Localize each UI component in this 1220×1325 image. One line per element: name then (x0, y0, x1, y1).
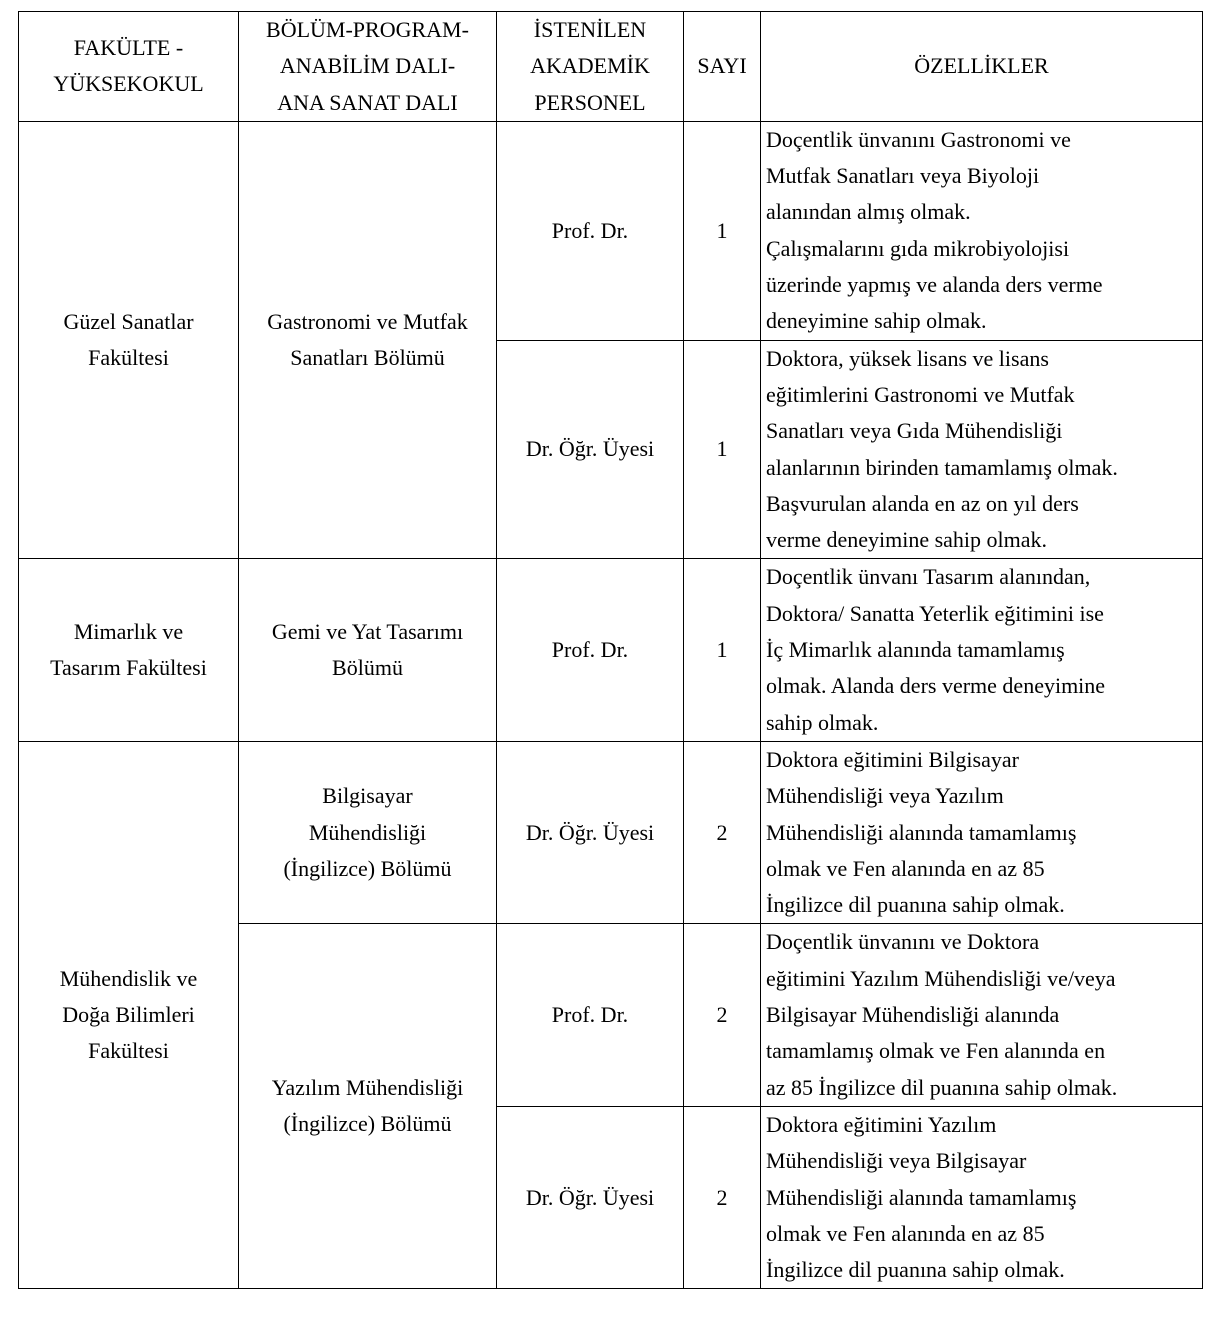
text-line: Doktora eğitimini Bilgisayar (766, 746, 1019, 772)
text-line: İSTENİLEN (533, 17, 647, 42)
text-line: Mühendisliği alanında tamamlamış (766, 1184, 1077, 1210)
text-line: Sanatları Bölümü (290, 345, 445, 371)
text-line: Mühendisliği alanında tamamlamış (766, 819, 1077, 845)
text-line: Doktora/ Sanatta Yeterlik eğitimini ise (766, 600, 1104, 626)
specs-cell (761, 340, 1203, 559)
text-line: Doçentlik ünvanı Tasarım alanından, (766, 564, 1091, 590)
text-line: Gemi ve Yat Tasarımı (271, 618, 464, 644)
text-line: İngilizce dil puanına sahip olmak. (766, 1257, 1065, 1283)
text-line: Bölümü (332, 655, 403, 681)
header-department (239, 12, 497, 122)
department-cell (239, 559, 497, 741)
specs-cell (761, 924, 1203, 1106)
text-line: tamamlamış olmak ve Fen alanında en (766, 1038, 1106, 1064)
header-position (497, 12, 684, 122)
text-line: ÖZELLİKLER (914, 53, 1049, 79)
text-line: ANA SANAT DALI (277, 89, 458, 115)
table-row (19, 741, 1203, 923)
header-count (684, 12, 761, 122)
text-line: az 85 İngilizce dil puanına sahip olmak. (766, 1074, 1118, 1100)
position-cell: Dr. Öğr. Üyesi (497, 1106, 684, 1288)
text-line: Tasarım Fakültesi (50, 655, 207, 681)
text-line: Doçentlik ünvanını ve Doktora (766, 929, 1040, 955)
position-cell: Prof. Dr. (497, 924, 684, 1106)
position-cell: Prof. Dr. (497, 559, 684, 741)
text-line: olmak ve Fen alanında en az 85 (766, 855, 1045, 881)
faculty-cell (19, 741, 239, 1288)
text-line: BÖLÜM-PROGRAM- (266, 17, 469, 42)
text-line: Çalışmalarını gıda mikrobiyolojisi (766, 235, 1070, 261)
text-line: Mühendislik ve (59, 965, 198, 991)
text-line: Bilgisayar Mühendisliği alanında (766, 1002, 1060, 1028)
specs-cell (761, 559, 1203, 741)
department-cell (239, 924, 497, 1289)
text-line: Mühendisliği (308, 819, 427, 845)
count-cell: 1 (684, 559, 761, 741)
text-line: AKADEMİK (530, 53, 650, 79)
text-line: (İngilizce) Bölümü (283, 1111, 452, 1137)
count-cell: 2 (684, 1106, 761, 1288)
header-row (19, 12, 1203, 122)
text-line: Fakültesi (88, 1038, 169, 1064)
count-cell: 2 (684, 924, 761, 1106)
text-line: Bilgisayar (322, 783, 413, 809)
table-row (19, 559, 1203, 741)
text-line: Güzel Sanatlar (63, 308, 194, 334)
header-faculty (19, 12, 239, 122)
position-cell: Dr. Öğr. Üyesi (497, 741, 684, 923)
specs-cell (761, 741, 1203, 923)
specs-cell (761, 1106, 1203, 1288)
text-line: Mühendisliği veya Yazılım (766, 783, 1004, 809)
text-line: alanlarının birinden tamamlamış olmak. (766, 454, 1118, 480)
text-line: Gastronomi ve Mutfak (267, 308, 468, 334)
text-line: Mühendisliği veya Bilgisayar (766, 1148, 1027, 1174)
text-line: Başvurulan alanda en az on yıl ders (766, 490, 1079, 516)
text-line: eğitimini Yazılım Mühendisliği ve/veya (766, 965, 1116, 991)
text-line: PERSONEL (534, 89, 646, 115)
department-cell (239, 741, 497, 923)
text-line: (İngilizce) Bölümü (283, 855, 452, 881)
text-line: Doçentlik ünvanını Gastronomi ve (766, 126, 1071, 152)
position-cell: Dr. Öğr. Üyesi (497, 340, 684, 559)
academic-staff-table (18, 11, 1203, 1289)
count-cell: 1 (684, 340, 761, 559)
text-line: SAYI (697, 53, 747, 79)
text-line: deneyimine sahip olmak. (766, 308, 987, 334)
text-line: Mimarlık ve (73, 618, 184, 644)
count-cell: 2 (684, 741, 761, 923)
text-line: Sanatları veya Gıda Mühendisliği (766, 418, 1063, 444)
header-specs (761, 12, 1203, 122)
faculty-cell (19, 121, 239, 559)
text-line: sahip olmak. (766, 709, 879, 735)
faculty-cell (19, 559, 239, 741)
text-line: alanından almış olmak. (766, 199, 971, 225)
text-line: İç Mimarlık alanında tamamlamış (766, 637, 1065, 663)
text-line: Fakültesi (88, 345, 169, 371)
text-line: üzerinde yapmış ve alanda ders verme (766, 272, 1103, 298)
table-row (19, 121, 1203, 340)
position-cell: Prof. Dr. (497, 121, 684, 340)
text-line: YÜKSEKOKUL (53, 71, 204, 97)
text-line: Yazılım Mühendisliği (271, 1075, 464, 1101)
text-line: olmak. Alanda ders verme deneyimine (766, 673, 1106, 699)
text-line: eğitimlerini Gastronomi ve Mutfak (766, 381, 1075, 407)
count-cell: 1 (684, 121, 761, 340)
department-cell (239, 121, 497, 559)
text-line: olmak ve Fen alanında en az 85 (766, 1220, 1045, 1246)
text-line: Doğa Bilimleri (62, 1002, 195, 1028)
text-line: verme deneyimine sahip olmak. (766, 527, 1048, 553)
text-line: Mutfak Sanatları veya Biyoloji (766, 163, 1040, 189)
specs-cell (761, 121, 1203, 340)
text-line: FAKÜLTE - (73, 35, 184, 61)
text-line: İngilizce dil puanına sahip olmak. (766, 892, 1065, 918)
text-line: Doktora eğitimini Yazılım (766, 1111, 997, 1137)
text-line: ANABİLİM DALI- (279, 53, 456, 79)
text-line: Doktora, yüksek lisans ve lisans (766, 345, 1049, 371)
